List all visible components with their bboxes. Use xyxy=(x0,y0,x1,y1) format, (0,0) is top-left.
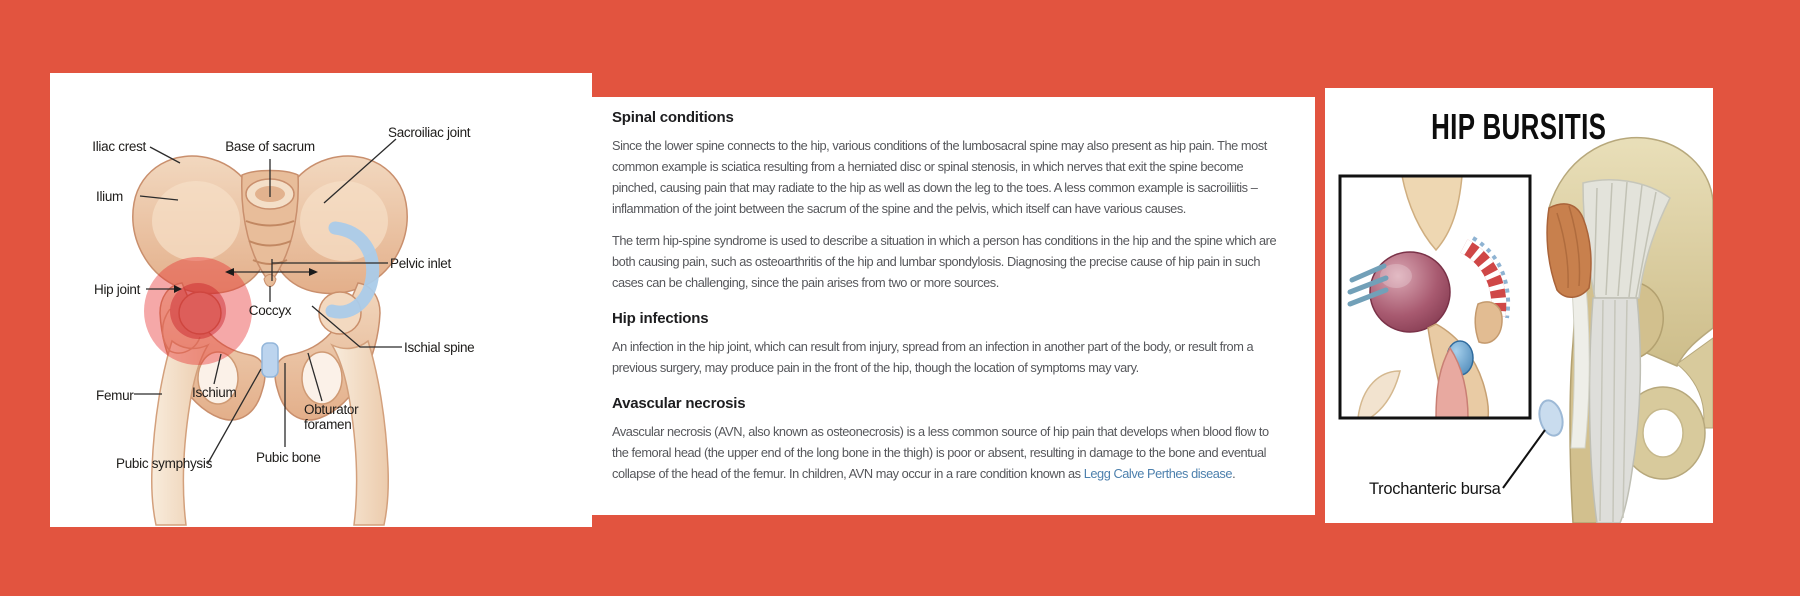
label-pubic-bone: Pubic bone xyxy=(256,450,321,465)
label-coccyx: Coccyx xyxy=(248,303,292,318)
avn-text: Avascular necrosis (AVN, also known as osteonecrosis) is a less common source of hip pain that develops when blood flow to the femoral head (the upper end of the long bone in the thigh) is poor or absent, resulting in damage to the bone and eventual collapse of the head of the femur. In children, AVN may occur in a rare condition known as xyxy=(612,424,1269,481)
label-ilium: Ilium xyxy=(96,189,124,204)
pelvis-diagram-panel xyxy=(50,73,592,527)
label-femur: Femur xyxy=(96,388,134,403)
paragraph-avn-1 xyxy=(612,421,1281,484)
label-ischial-spine: Ischial spine xyxy=(404,340,475,355)
article-panel xyxy=(592,97,1315,515)
label-base-of-sacrum: Base of sacrum xyxy=(225,139,315,154)
bursa-leader-line xyxy=(1503,430,1545,488)
coccyx-bone xyxy=(264,275,276,287)
bursitis-main-illustration xyxy=(1503,138,1713,523)
section-heading-hip-infections: Hip infections xyxy=(612,310,709,327)
obturator-foramen-right xyxy=(302,352,342,404)
label-iliac-crest: Iliac crest xyxy=(92,139,146,154)
paragraph-spinal-1: Since the lower spine connects to the hip, various conditions of the lumbosacral spine may also present as hip pain. The most common example is sciatica resulting from a herniated disc or spinal stenosis, in which nerves that exit the spine become pinched, causing pain that may radiate to the hip as well as down the leg to the toes. A less common example is sacroiliitis – inflammation of the joint between the sacrum of the spine and the pelvis, which itself can have various causes. xyxy=(612,138,1267,216)
hip-bursitis-panel xyxy=(1325,88,1713,523)
label-sacroiliac-joint: Sacroiliac joint xyxy=(388,125,471,140)
paragraph-infections-1: An infection in the hip joint, which can result from injury, spread from an infection in another part of the body, or result from a previous surgery, may produce pain in the front of the hip, though the location of symptoms may vary. xyxy=(612,339,1254,375)
article-body xyxy=(592,97,1315,484)
section-heading-avascular-necrosis: Avascular necrosis xyxy=(612,395,746,412)
label-pubic-symphysis: Pubic symphysis xyxy=(116,456,213,471)
bursitis-title-wrap xyxy=(1325,106,1713,147)
label-pelvic-inlet: Pelvic inlet xyxy=(390,256,451,271)
hip-joint-highlight-core xyxy=(170,283,226,339)
label-hip-joint: Hip joint xyxy=(94,282,141,297)
pubic-symphysis-cartilage xyxy=(262,343,278,377)
label-obturator-foramen: Obturator foramen xyxy=(304,402,359,432)
trochanteric-bursa-shape xyxy=(1536,398,1567,438)
avn-text-end: . xyxy=(1232,466,1236,481)
section-heading-spinal-conditions: Spinal conditions xyxy=(612,109,734,126)
label-ischium: Ischium xyxy=(192,385,237,400)
paragraph-spinal-2: The term hip-spine syndrome is used to describe a situation in which a person has conditions in the hip and the spine which are both causing pain, such as osteoarthritis of the hip and lumbar spondylosis. Diagnosing the precise cause of hip pain in such cases can be challenging, since the pain arises from two or more sources. xyxy=(612,233,1277,290)
legg-calve-perthes-link[interactable]: Legg Calve Perthes disease xyxy=(1083,466,1233,481)
bursitis-title: HIP BURSITIS xyxy=(1431,106,1607,147)
hip-bursitis-illustration xyxy=(1325,88,1713,523)
hip-joint-inset-illustration xyxy=(1340,176,1530,418)
trochanteric-bursa-caption: Trochanteric bursa xyxy=(1369,480,1501,498)
